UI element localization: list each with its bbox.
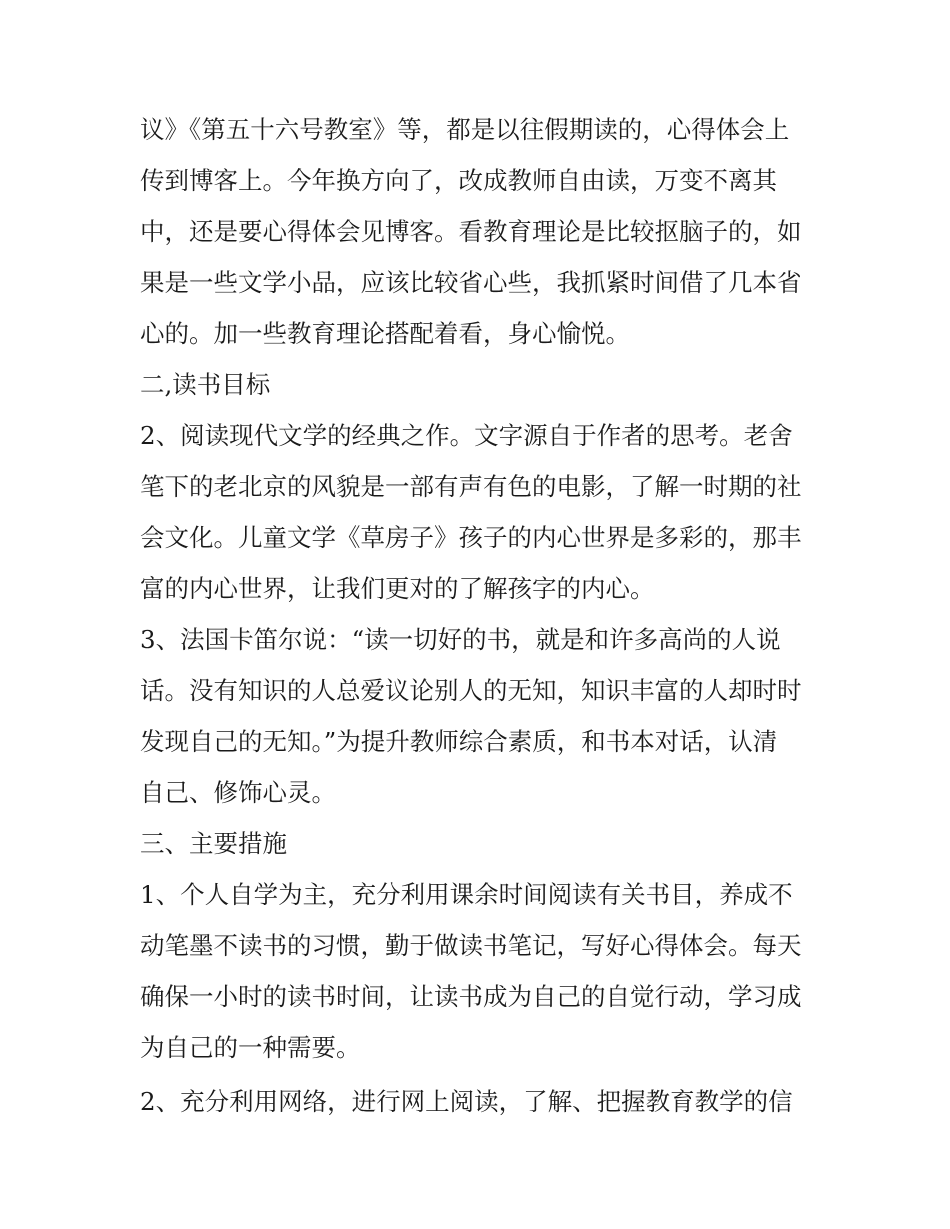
document-body (140, 104, 830, 1127)
text-line: 心的。加一些教育理论搭配着看，身心愉悦。 (140, 319, 630, 348)
text-line: 富的内心世界，让我们更对的了解孩字的内心。 (140, 574, 655, 603)
text-line: 2、阅读现代文学的经典之作。文字源自于作者的思考。老舍 (140, 421, 793, 450)
text-line: 动笔墨不读书的习惯，勤于做读书笔记，写好心得体会。每天 (140, 931, 802, 960)
text-line: 自己、修饰心灵。 (140, 778, 336, 807)
text-line: 1、个人自学为主，充分利用课余时间阅读有关书目，养成不 (140, 880, 793, 909)
section-heading: 二,读书目标 (140, 370, 271, 399)
text-line: 笔下的老北京的风貌是一部有声有色的电影，了解一时期的社 (140, 472, 802, 501)
text-line: 传到博客上。今年换方向了，改成教师自由读，万变不离其 (140, 166, 777, 195)
text-line: 议》《第五十六号教室》等，都是以往假期读的，心得体会上 (140, 115, 790, 144)
text-line: 发现自己的无知。”为提升教师综合素质，和书本对话，认清 (140, 727, 778, 756)
text-line: 3、法国卡笛尔说：“读一切好的书，就是和许多高尚的人说 (140, 625, 781, 654)
text-line: 中，还是要心得体会见博客。看教育理论是比较抠脑子的，如 (140, 217, 802, 246)
section-heading: 三、主要措施 (140, 829, 287, 858)
text-line: 话。没有知识的人总爱议论别人的无知，知识丰富的人却时时 (140, 676, 802, 705)
text-line: 为自己的一种需要。 (140, 1033, 361, 1062)
text-line: 会文化。儿童文学《草房子》孩子的内心世界是多彩的，那丰 (140, 523, 802, 552)
text-line: 确保一小时的读书时间，让读书成为自己的自觉行动，学习成 (140, 982, 802, 1011)
text-line: 果是一些文学小品，应该比较省心些，我抓紧时间借了几本省 (140, 268, 802, 297)
text-line: 2、充分利用网络，进行网上阅读，了解、把握教育教学的信 (140, 1087, 793, 1116)
